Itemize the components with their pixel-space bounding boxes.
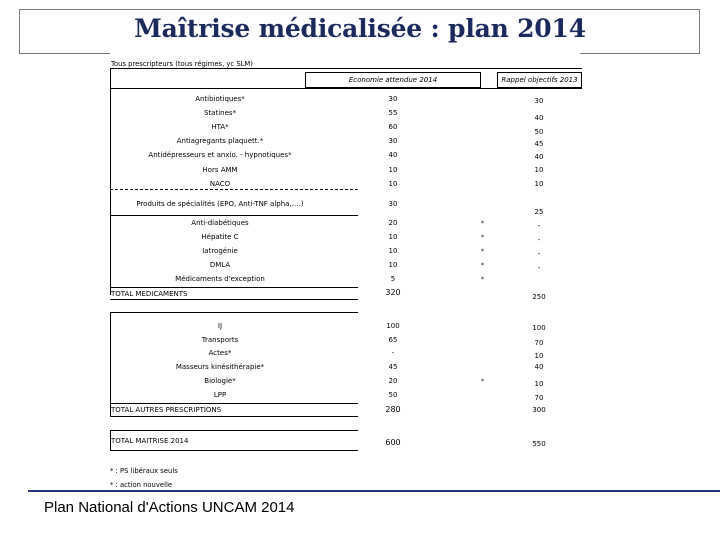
medicament-row-label: Antibiotiques* — [195, 95, 245, 103]
medicament-row-2014: 10 — [388, 247, 398, 255]
scope-note: Tous prescripteurs (tous régimes, yc SLM) — [111, 60, 253, 68]
total-medicaments-2014: 320 — [385, 288, 401, 297]
medicament-row-label: Statines* — [203, 109, 237, 117]
autre-prescription-row-2014: - — [391, 349, 395, 357]
medicament-row-label: Médicaments d'exception — [175, 275, 265, 283]
medicament-row-2013: 10 — [534, 180, 544, 188]
total-medicaments-2013: 250 — [532, 293, 546, 301]
medicament-row-2014: 40 — [388, 151, 398, 159]
medicament-row-2013: 40 — [534, 153, 544, 161]
medicament-row-label: NACO — [209, 180, 231, 188]
medicament-new-action-marker: * — [481, 220, 484, 227]
page-title: Maîtrise médicalisée : plan 2014 — [134, 14, 586, 43]
maitrise-top-border — [110, 430, 358, 431]
legend-action-nouvelle: * : action nouvelle — [110, 481, 173, 489]
maitrise-bottom-border — [110, 450, 358, 451]
medicament-row-2014: 20 — [388, 219, 398, 227]
medicament-row-label: Hors AMM — [202, 166, 238, 174]
medicament-row-2013: - — [537, 222, 541, 230]
autre-prescription-row-2013: 70 — [534, 394, 544, 402]
header-underline — [110, 88, 582, 89]
medicament-row-2013: - — [537, 264, 541, 272]
medicament-row-label: Antiagregants plaquett.* — [176, 137, 264, 145]
total-medicaments-rule — [110, 287, 358, 288]
total-autres-2014: 280 — [385, 405, 401, 414]
total-maitrise-label: TOTAL MAITRISE 2014 — [111, 437, 189, 445]
medicament-row-label: Anti-diabétiques — [191, 219, 249, 227]
medicament-row-2014: 55 — [388, 109, 398, 117]
medicament-row-2014: 10 — [388, 166, 398, 174]
medicament-row-2014: 30 — [388, 137, 398, 145]
autre-prescription-row-2014: 20 — [388, 377, 398, 385]
total-medicaments-bottom — [110, 299, 358, 300]
medicament-row-2013: 25 — [534, 208, 544, 216]
column-header-2013 — [497, 72, 582, 88]
column-header-2014 — [305, 72, 481, 88]
medicament-row-2014: 60 — [388, 123, 398, 131]
autres-left-border — [110, 312, 111, 416]
table-top-border — [110, 68, 582, 69]
autres-top-border — [110, 312, 358, 313]
autre-prescription-row-2014: 100 — [386, 322, 400, 330]
autre-prescription-row-label: Biologie* — [204, 377, 236, 385]
medicament-row-2013: - — [537, 250, 541, 258]
medicament-row-label: HTA* — [211, 123, 229, 131]
medicament-row-label: Produits de spécialités (EPO, Anti-TNF alpha,….) — [136, 200, 304, 208]
medicament-new-action-marker: * — [481, 234, 484, 241]
autre-prescription-row-2013: 70 — [534, 339, 544, 347]
medicament-row-2013: 10 — [534, 166, 544, 174]
medicament-row-2014: 30 — [388, 95, 398, 103]
autre-prescription-row-2013: 10 — [534, 352, 544, 360]
autre-prescription-row-2014: 65 — [388, 336, 398, 344]
medicament-row-2014: 10 — [388, 180, 398, 188]
column-header-2013-label: Rappel objectifs 2013 — [501, 76, 578, 84]
medicament-row-2013: 30 — [534, 97, 544, 105]
legend-ps-liberaux: * : PS libéraux seuls — [110, 467, 178, 475]
medicament-row-2013: 45 — [534, 140, 544, 148]
autre-prescription-new-action-marker: * — [481, 378, 484, 385]
total-maitrise-2013: 550 — [532, 440, 546, 448]
medicament-row-2014: 5 — [390, 275, 396, 283]
section-divider-dashed — [110, 189, 358, 190]
autre-prescription-row-label: Masseurs kinésithérapie* — [175, 363, 265, 371]
medicament-row-2013: - — [537, 236, 541, 244]
medicament-row-label: Hépatite C — [201, 233, 239, 241]
total-autres-label: TOTAL AUTRES PRESCRIPTIONS — [111, 406, 222, 414]
autre-prescription-row-2014: 50 — [388, 391, 398, 399]
total-medicaments-label: TOTAL MEDICAMENTS — [111, 290, 188, 298]
medicament-row-2013: 40 — [534, 114, 544, 122]
medicament-row-label: Antidépresseurs et anxio. - hypnotiques* — [148, 151, 292, 159]
table-left-border — [110, 68, 111, 295]
total-maitrise-2014: 600 — [385, 438, 401, 447]
footer-rule — [28, 490, 720, 492]
medicament-new-action-marker: * — [481, 262, 484, 269]
autre-prescription-row-label: IJ — [217, 322, 223, 330]
medicament-row-2014: 10 — [388, 233, 398, 241]
autre-prescription-row-2013: 100 — [532, 324, 546, 332]
footer-label: Plan National d'Actions UNCAM 2014 — [44, 499, 295, 516]
medicament-new-action-marker: * — [481, 248, 484, 255]
medicament-row-label: DMLA — [209, 261, 231, 269]
medicament-new-action-marker: * — [481, 276, 484, 283]
total-autres-rule — [110, 403, 358, 404]
section-divider — [110, 215, 358, 216]
medicament-row-2013: 50 — [534, 128, 544, 136]
total-autres-2013: 300 — [532, 406, 546, 414]
column-header-2014-label: Economie attendue 2014 — [348, 76, 438, 84]
autre-prescription-row-2014: 45 — [388, 363, 398, 371]
autre-prescription-row-label: Transports — [201, 336, 239, 344]
total-autres-bottom — [110, 416, 358, 417]
medicament-row-label: Iatrogénie — [202, 247, 238, 255]
autre-prescription-row-label: Actes* — [208, 349, 232, 357]
title-frame-gap — [110, 47, 580, 57]
autre-prescription-row-2013: 40 — [534, 363, 544, 371]
medicament-row-2014: 10 — [388, 261, 398, 269]
autre-prescription-row-2013: 10 — [534, 380, 544, 388]
autre-prescription-row-label: LPP — [213, 391, 227, 399]
medicament-row-2014: 30 — [388, 200, 398, 208]
